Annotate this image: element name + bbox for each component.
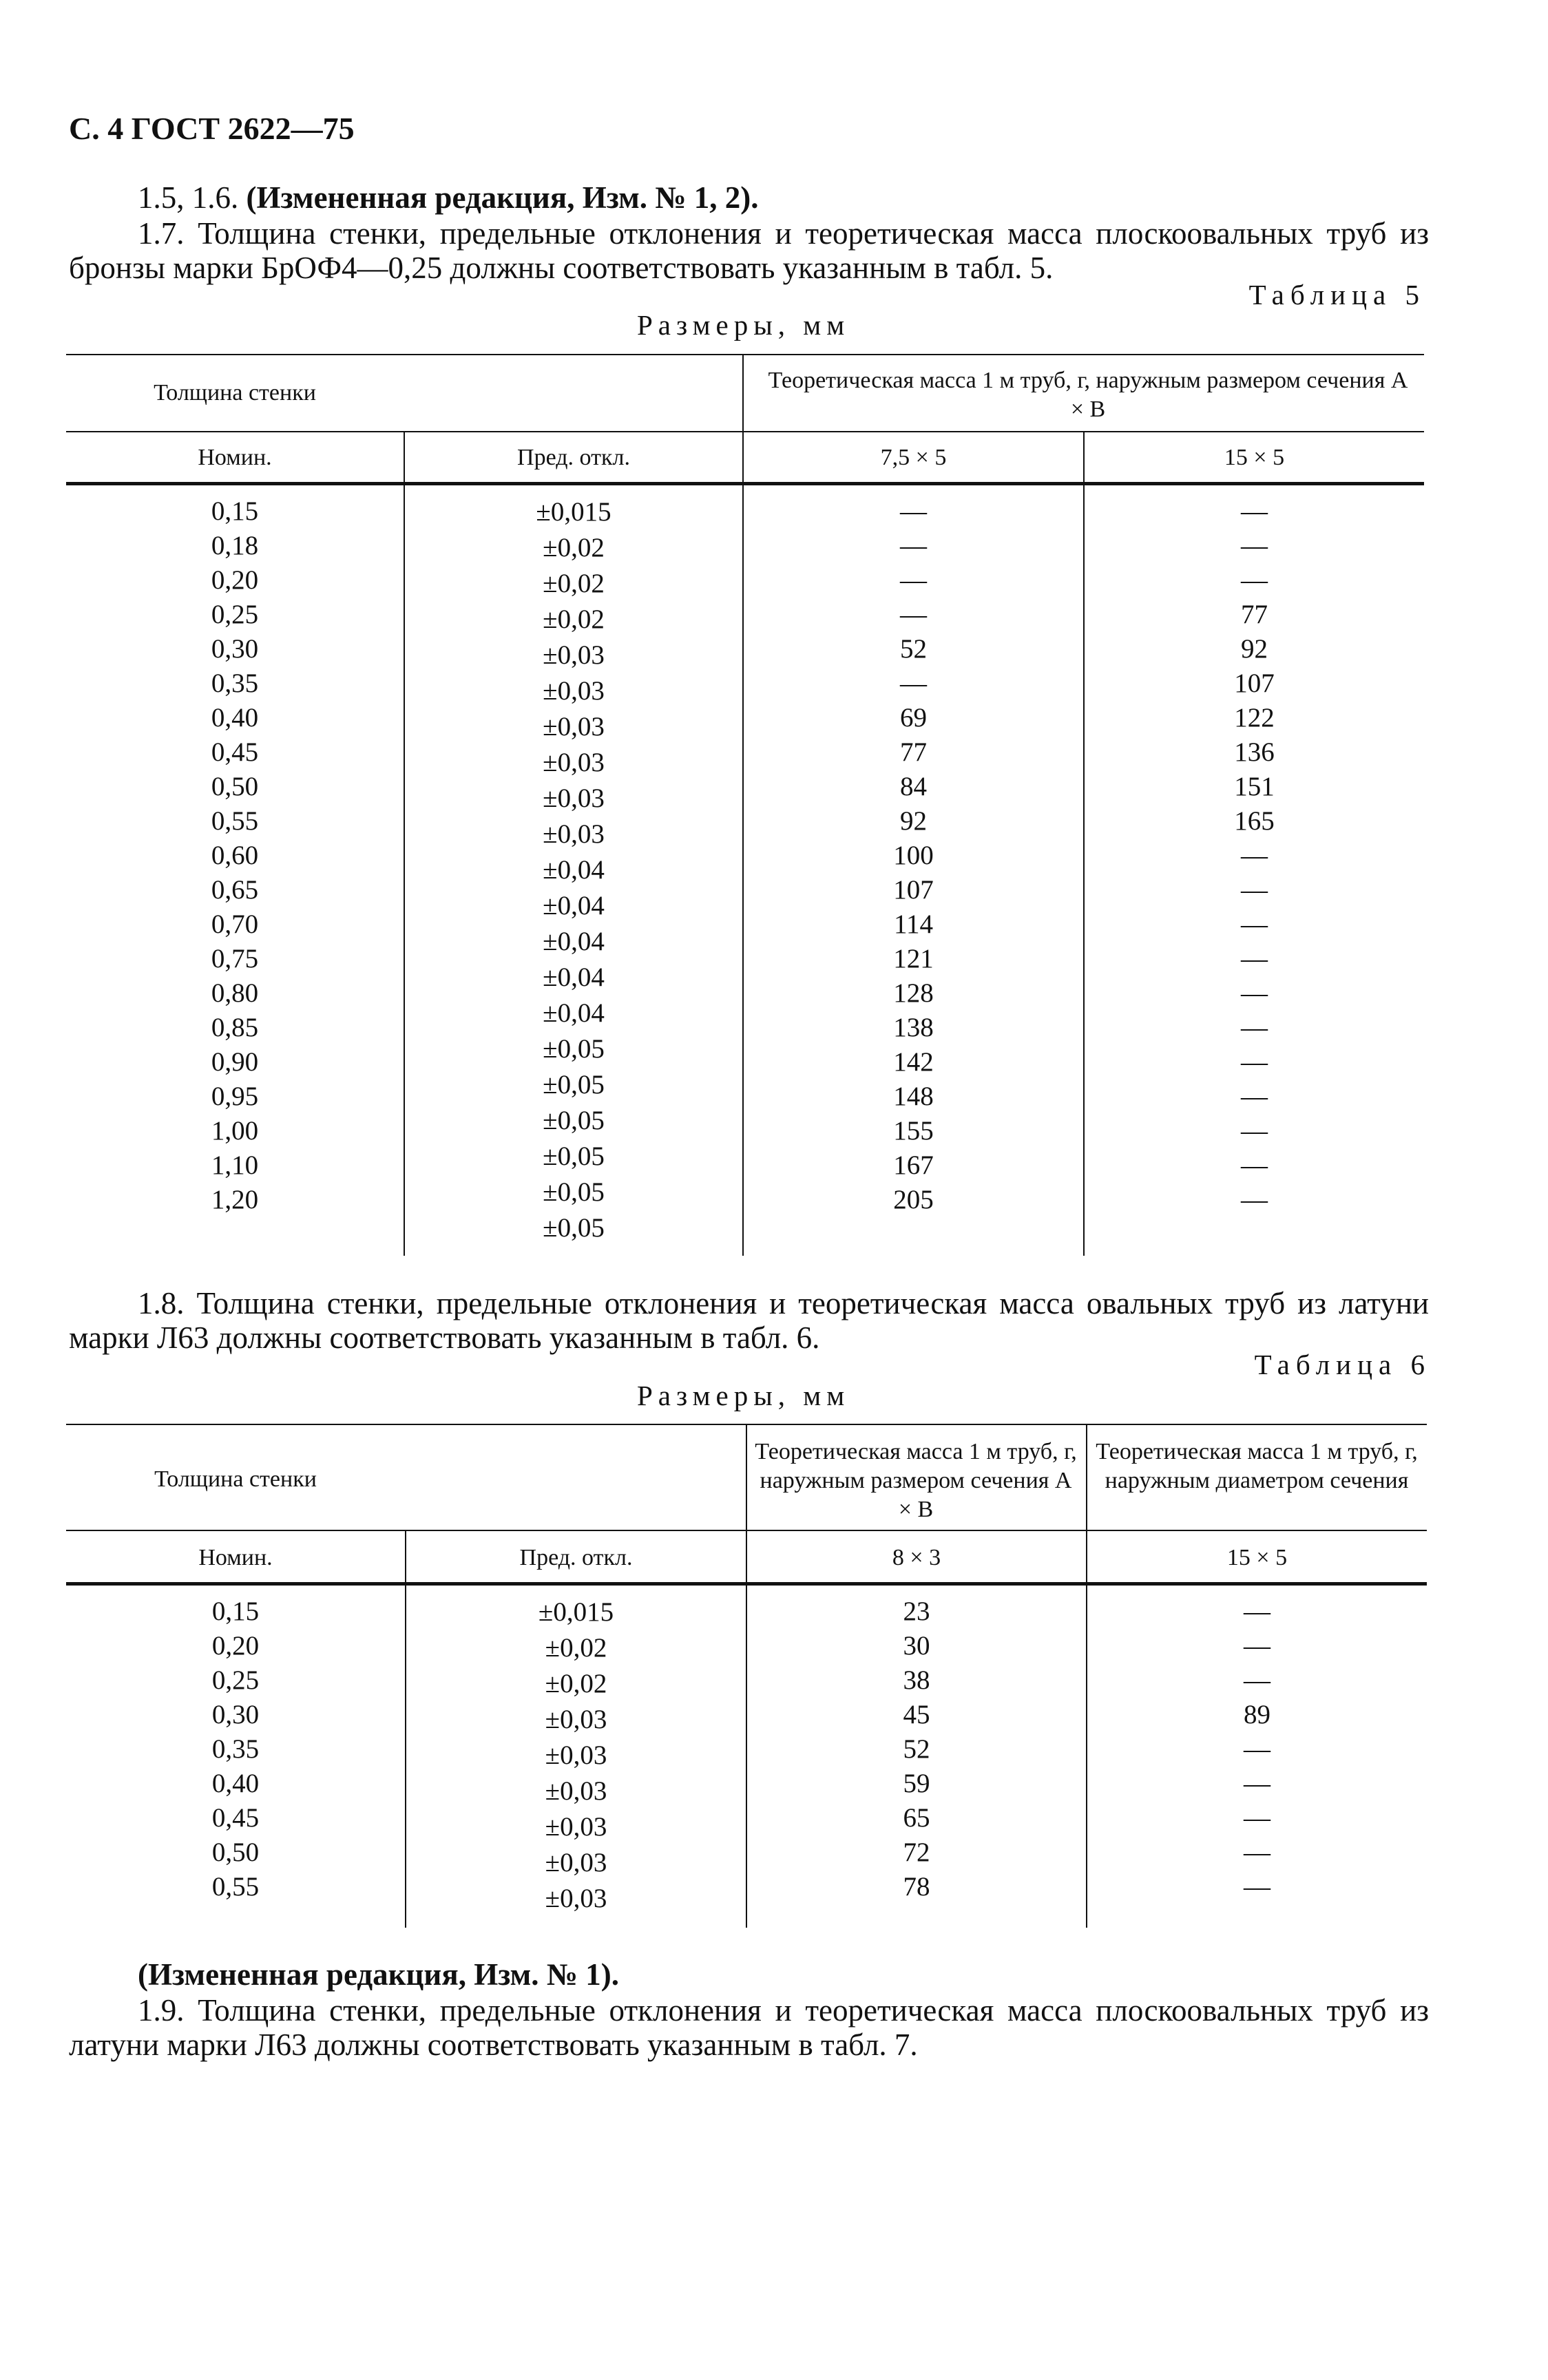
table-cell: 69: [900, 703, 927, 733]
table-cell: 0,70: [211, 909, 259, 939]
table-cell: ±0,03: [543, 748, 605, 777]
table-cell: 151: [1234, 772, 1275, 801]
table-cell: 52: [900, 634, 927, 664]
table-cell: ±0,04: [543, 855, 605, 885]
table-cell: 0,25: [211, 600, 259, 629]
table-cell: 0,55: [211, 806, 259, 836]
table-cell: 0,30: [211, 634, 259, 664]
paragraph-1-8: 1.8. Толщина стенки, предельные отклонения и теоретическая масса овальных труб из латуни марки Л63 должны соответствовать указанным в табл. 6.: [69, 1286, 1429, 1355]
table-cell: ±0,03: [545, 1740, 607, 1770]
table-6-label: Таблица 6: [1254, 1349, 1431, 1380]
table-cell: ±0,03: [545, 1812, 607, 1842]
table-cell: 136: [1234, 737, 1275, 767]
table-cell: ±0,05: [543, 1070, 605, 1099]
table-cell: 165: [1234, 806, 1275, 836]
header-size-15x5: 15 × 5: [1224, 445, 1285, 470]
table-cell: 167: [893, 1150, 934, 1180]
table-cell: 0,20: [211, 565, 259, 595]
table-cell: ±0,03: [545, 1776, 607, 1806]
column-nominal: [66, 494, 404, 1217]
table-cell: —: [1244, 1872, 1270, 1902]
table-cell: —: [1241, 1082, 1268, 1111]
table-cell: 142: [893, 1047, 934, 1077]
header-size-7-5x5: 7,5 × 5: [880, 445, 947, 470]
table-cell: 148: [893, 1082, 934, 1111]
table-cell: —: [1244, 1837, 1270, 1867]
table-cell: 128: [893, 978, 934, 1008]
table-cell: 77: [900, 737, 927, 767]
table-cell: ±0,04: [543, 927, 605, 956]
table-cell: ±0,03: [545, 1848, 607, 1877]
amendment-note: (Измененная редакция, Изм. № 1).: [138, 1957, 620, 1992]
table-cell: —: [1244, 1597, 1270, 1626]
table-cell: ±0,02: [543, 604, 605, 634]
table-cell: —: [1244, 1734, 1270, 1764]
table-cell: 59: [903, 1769, 930, 1798]
table-cell: 0,80: [211, 978, 259, 1008]
table-cell: 52: [903, 1734, 930, 1764]
column-mass-8x3: [747, 1594, 1086, 1904]
table-cell: 0,25: [211, 1665, 260, 1695]
table-cell: 100: [893, 841, 934, 870]
table-cell: 0,90: [211, 1047, 259, 1077]
table-cell: 155: [893, 1116, 934, 1146]
table-cell: ±0,015: [536, 497, 611, 527]
table-cell: 1,20: [211, 1185, 259, 1214]
table-cell: ±0,015: [538, 1597, 614, 1627]
table-cell: ±0,03: [543, 783, 605, 813]
amendment-note: (Измененная редакция, Изм. № 1, 2).: [246, 180, 759, 215]
table-cell: 0,35: [211, 1734, 260, 1764]
table-cell: 0,30: [211, 1700, 260, 1729]
column-deviation: [405, 494, 742, 1246]
table-cell: —: [900, 531, 927, 560]
header-nominal: Номин.: [198, 1545, 273, 1570]
table-cell: ±0,02: [545, 1633, 607, 1663]
table-cell: ±0,03: [543, 676, 605, 706]
header-nominal: Номин.: [198, 445, 272, 470]
table-cell: —: [1244, 1769, 1270, 1798]
table-cell: —: [1241, 1150, 1268, 1180]
table-cell: 114: [893, 909, 934, 939]
table-cell: 72: [903, 1837, 930, 1867]
header-thickness: Толщина стенки: [154, 1466, 317, 1492]
table-5-label: Таблица 5: [1248, 279, 1425, 310]
table-cell: —: [1241, 1116, 1268, 1146]
table-cell: 38: [903, 1665, 930, 1695]
header-deviation: Пред. откл.: [519, 1545, 633, 1570]
table-cell: —: [1244, 1803, 1270, 1833]
table-cell: 84: [900, 772, 927, 801]
table-cell: 0,50: [211, 772, 259, 801]
header-mass-outer-size: Теоретическая масса 1 м труб, г, наружным размером сечения A × B: [755, 1439, 1077, 1522]
table-cell: 0,35: [211, 668, 259, 698]
paragraph-1-9: 1.9. Толщина стенки, предельные отклонения и теоретическая масса плоскоовальных труб из латуни марки Л63 должны соответствовать указанным в табл. 7.: [69, 1993, 1429, 2062]
table-cell: 121: [893, 944, 934, 973]
table-cell: 30: [903, 1631, 930, 1661]
table-cell: 0,60: [211, 841, 259, 870]
table-cell: ±0,05: [543, 1141, 605, 1171]
table-cell: —: [1241, 909, 1268, 939]
table-cell: —: [1241, 978, 1268, 1008]
table-cell: 0,40: [211, 703, 259, 733]
paragraph-number: 1.5, 1.6.: [138, 180, 247, 215]
table-cell: 23: [903, 1597, 930, 1626]
table-cell: 77: [1241, 600, 1268, 629]
table-cell: 0,45: [211, 1803, 260, 1833]
header-mass: Теоретическая масса 1 м труб, г, наружным размером сечения A × B: [768, 368, 1408, 422]
table-cell: —: [900, 565, 927, 595]
table-cell: ±0,04: [543, 891, 605, 920]
table-cell: 0,20: [211, 1631, 260, 1661]
table-cell: —: [1241, 531, 1268, 560]
table-cell: ±0,05: [543, 1034, 605, 1064]
table-cell: 1,10: [211, 1150, 259, 1180]
table-cell: ±0,05: [543, 1177, 605, 1207]
table-cell: 138: [893, 1013, 934, 1042]
table-cell: 0,45: [211, 737, 259, 767]
table-cell: —: [900, 600, 927, 629]
table-cell: —: [1241, 875, 1268, 905]
table-cell: 107: [893, 875, 934, 905]
column-mass-15x5: [1085, 494, 1424, 1217]
table-cell: —: [900, 668, 927, 698]
table-6-units: Размеры, мм: [637, 1380, 850, 1411]
column-nominal: [66, 1594, 405, 1904]
table-cell: ±0,02: [543, 533, 605, 562]
paragraph-1-5: [69, 180, 1429, 215]
table-cell: ±0,03: [545, 1705, 607, 1734]
table-cell: 92: [900, 806, 927, 836]
table-cell: ±0,04: [543, 998, 605, 1028]
table-cell: 0,85: [211, 1013, 259, 1042]
header-size-8x3: 8 × 3: [892, 1545, 941, 1570]
table-cell: ±0,02: [543, 569, 605, 598]
table-cell: —: [1244, 1665, 1270, 1695]
header-thickness: Толщина стенки: [154, 380, 316, 406]
table-cell: 122: [1234, 703, 1275, 733]
table-cell: —: [900, 496, 927, 526]
column-deviation: [406, 1594, 746, 1917]
table-cell: 0,15: [211, 496, 259, 526]
table-cell: 0,65: [211, 875, 259, 905]
table-cell: —: [1241, 1013, 1268, 1042]
table-cell: —: [1241, 841, 1268, 870]
table-cell: —: [1241, 1185, 1268, 1214]
table-cell: —: [1241, 944, 1268, 973]
table-cell: 0,55: [211, 1872, 260, 1902]
table-cell: 0,50: [211, 1837, 260, 1867]
table-cell: ±0,05: [543, 1213, 605, 1243]
table-cell: —: [1241, 565, 1268, 595]
table-cell: ±0,04: [543, 962, 605, 992]
table-cell: 78: [903, 1872, 930, 1902]
table-5-units: Размеры, мм: [637, 309, 850, 341]
table-cell: ±0,02: [545, 1669, 607, 1698]
table-cell: 89: [1244, 1700, 1270, 1729]
table-cell: 65: [903, 1803, 930, 1833]
table-cell: 0,15: [211, 1597, 260, 1626]
table-cell: 205: [893, 1185, 934, 1214]
column-mass-15x5: [1087, 1594, 1427, 1904]
page-header: С. 4 ГОСТ 2622—75: [69, 111, 355, 146]
table-cell: 0,75: [211, 944, 259, 973]
table-cell: 0,18: [211, 531, 259, 560]
table-cell: ±0,03: [543, 712, 605, 741]
header-size-15x5: 15 × 5: [1226, 1545, 1288, 1570]
paragraph-1-7: 1.7. Толщина стенки, предельные отклонения и теоретическая масса плоскоовальных труб из бронзы марки БрОФ4—0,25 должны соответствовать указанным в табл. 5.: [69, 216, 1429, 285]
table-cell: ±0,03: [543, 819, 605, 849]
table-cell: 0,40: [211, 1769, 260, 1798]
header-deviation: Пред. откл.: [517, 445, 630, 470]
table-cell: —: [1244, 1631, 1270, 1661]
table-cell: 45: [903, 1700, 930, 1729]
table-cell: —: [1241, 1047, 1268, 1077]
column-mass-7-5x5: [744, 494, 1083, 1217]
table-cell: 92: [1241, 634, 1268, 664]
table-cell: —: [1241, 496, 1268, 526]
table-cell: ±0,03: [545, 1884, 607, 1913]
table-cell: ±0,05: [543, 1106, 605, 1135]
table-cell: 107: [1234, 668, 1275, 698]
table-cell: 1,00: [211, 1116, 259, 1146]
header-mass-outer-diameter: Теоретическая масса 1 м труб, г, наружным диаметром сечения: [1096, 1439, 1418, 1493]
table-cell: 0,95: [211, 1082, 259, 1111]
table-cell: ±0,03: [543, 640, 605, 670]
